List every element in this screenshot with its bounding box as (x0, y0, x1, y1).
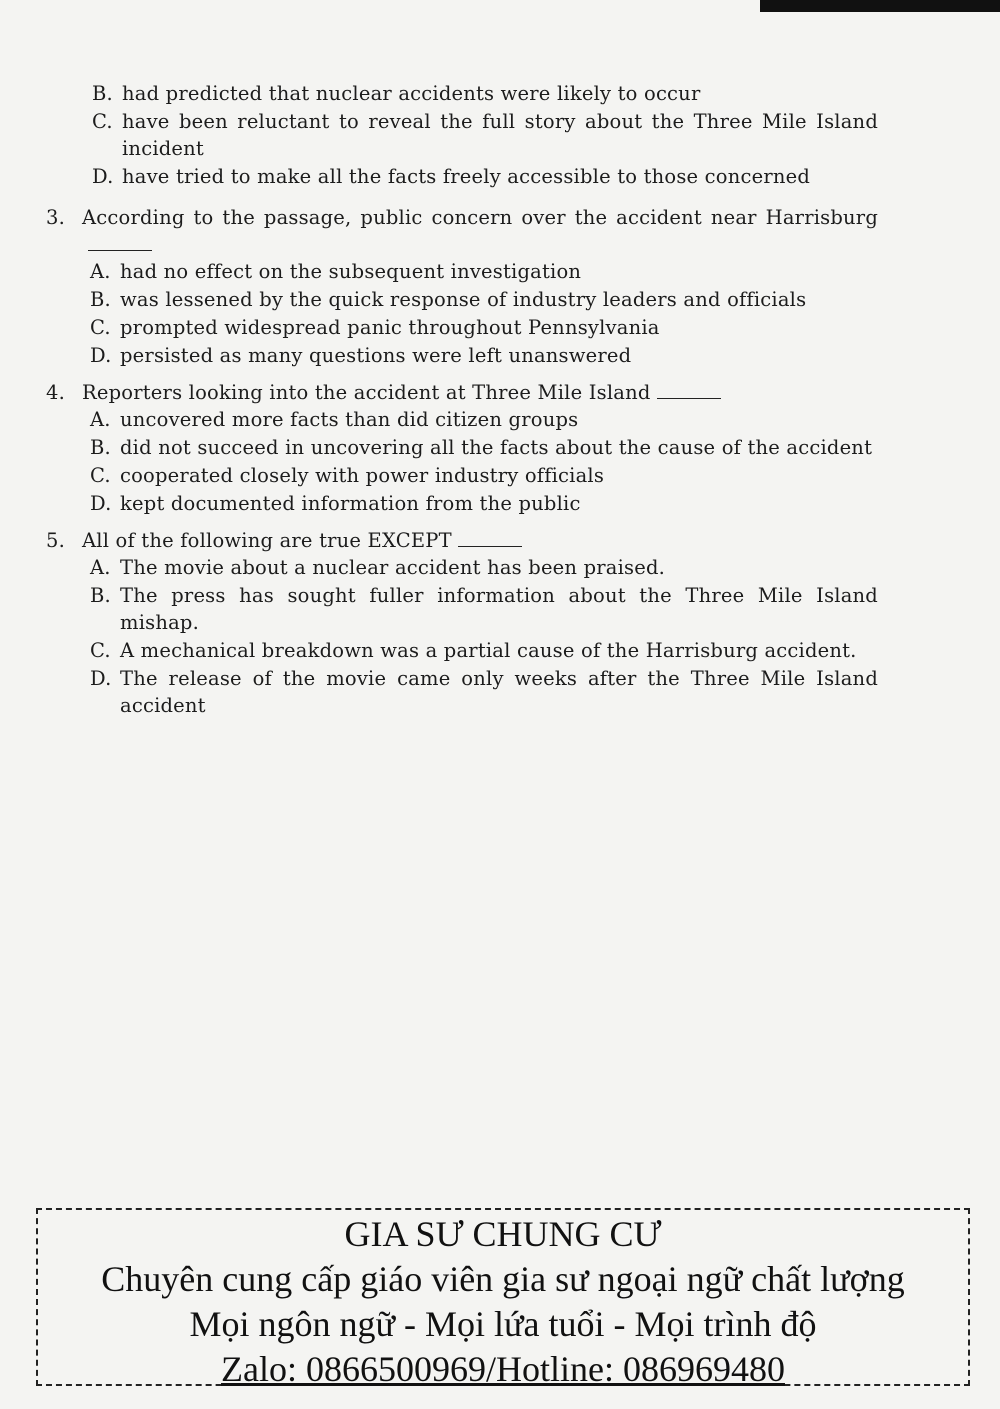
option-letter: B. (92, 82, 113, 105)
option-letter: A. (90, 408, 111, 431)
option-b (90, 286, 878, 313)
option-a (90, 258, 878, 285)
option-text: The press has sought fuller information about the Three Mile Island mishap. (120, 584, 878, 634)
option-text: The release of the movie came only weeks after the Three Mile Island accident (120, 667, 878, 717)
option-letter: B. (90, 584, 111, 607)
option-a (90, 406, 878, 433)
question-number: 4. (46, 381, 66, 404)
question-stem (46, 527, 878, 554)
options-list (90, 258, 878, 369)
option-letter: D. (92, 165, 114, 188)
answer-blank (458, 528, 522, 547)
footer-title: GIA SƯ CHUNG CƯ (344, 1214, 662, 1254)
option-text: did not succeed in uncovering all the facts about the cause of the accident (120, 436, 873, 459)
option-text: cooperated closely with power industry officials (120, 464, 605, 487)
question-2-continuation (46, 80, 878, 190)
option-c (90, 314, 878, 341)
option-text: had predicted that nuclear accidents were likely to occur (122, 82, 701, 105)
option-text: kept documented information from the public (120, 492, 581, 515)
scan-edge-bar (760, 0, 1000, 12)
option-letter: C. (90, 464, 111, 487)
option-letter: D. (90, 667, 112, 690)
worksheet-content (46, 80, 878, 729)
footer-audience: Mọi ngôn ngữ - Mọi lứa tuổi - Mọi trình độ (189, 1304, 817, 1344)
option-c (90, 462, 878, 489)
option-text: was lessened by the quick response of industry leaders and officials (120, 288, 807, 311)
option-d (90, 490, 878, 517)
answer-blank (657, 380, 721, 399)
question-5 (46, 527, 878, 719)
option-text: have been reluctant to reveal the full story about the Three Mile Island incident (122, 110, 878, 160)
option-text: had no effect on the subsequent investigation (120, 260, 582, 283)
question-number: 5. (46, 529, 66, 552)
question-3 (46, 204, 878, 369)
question-4 (46, 379, 878, 517)
option-letter: D. (90, 344, 112, 367)
option-b (90, 434, 878, 461)
option-letter: C. (92, 110, 113, 133)
footer-tagline: Chuyên cung cấp giáo viên gia sư ngoại ngữ chất lượng (101, 1259, 905, 1299)
option-letter: A. (90, 556, 111, 579)
option-text: A mechanical breakdown was a partial cause of the Harrisburg accident. (120, 639, 857, 662)
option-a (90, 554, 878, 581)
options-list (90, 406, 878, 517)
option-letter: C. (90, 316, 111, 339)
option-d (92, 163, 878, 190)
option-b (92, 80, 878, 107)
question-stem (46, 204, 878, 258)
question-text: All of the following are true EXCEPT (82, 529, 452, 552)
question-text: Reporters looking into the accident at Three Mile Island (82, 381, 651, 404)
answer-blank (88, 232, 152, 251)
option-text: have tried to make all the facts freely accessible to those concerned (122, 165, 811, 188)
options-list (92, 80, 878, 190)
option-b (90, 582, 878, 636)
option-letter: A. (90, 260, 111, 283)
tutor-advertisement-box (36, 1208, 970, 1389)
option-d (90, 665, 878, 719)
option-d (90, 342, 878, 369)
option-letter: D. (90, 492, 112, 515)
option-text: uncovered more facts than did citizen groups (120, 408, 579, 431)
option-text: prompted widespread panic throughout Pennsylvania (120, 316, 660, 339)
option-c (92, 108, 878, 162)
option-letter: B. (90, 288, 111, 311)
question-stem (46, 379, 878, 406)
question-text: According to the passage, public concern over the accident near Harrisburg (82, 206, 878, 229)
option-letter: C. (90, 639, 111, 662)
option-letter: B. (90, 436, 111, 459)
option-c (90, 637, 878, 664)
option-text: The movie about a nuclear accident has been praised. (120, 556, 666, 579)
option-text: persisted as many questions were left unanswered (120, 344, 632, 367)
footer-contact: Zalo: 0866500969/Hotline: 086969480 (221, 1349, 785, 1389)
question-number: 3. (46, 206, 66, 229)
options-list (90, 554, 878, 719)
